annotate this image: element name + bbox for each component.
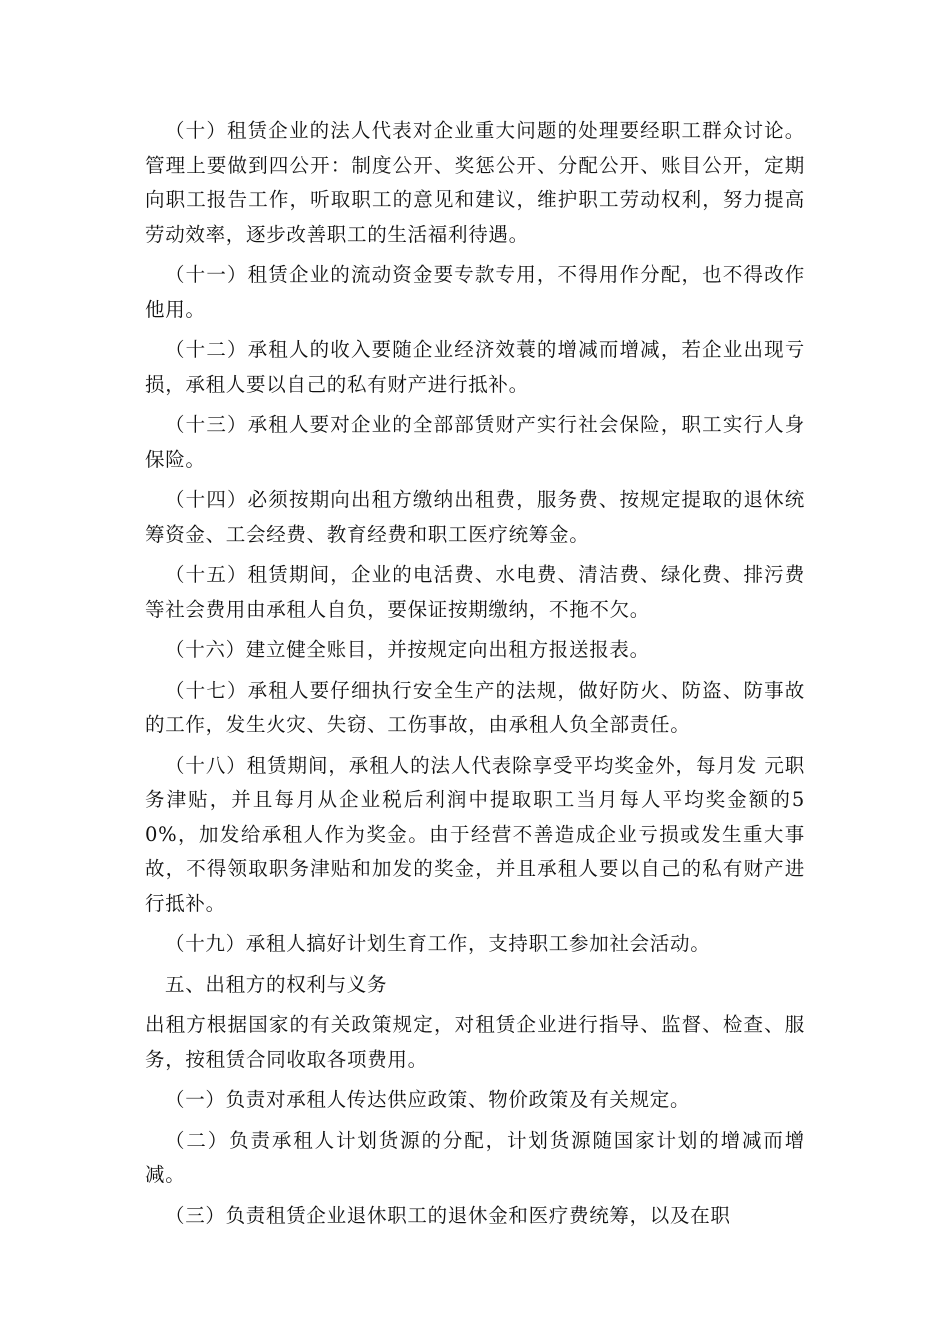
paragraph-17: （十七）承租人要仔细执行安全生产的法规，做好防火、防盗、防事故的工作，发生火灾、失窃、工伤事故，由承租人负全部责任。 xyxy=(145,678,805,736)
section-intro: 出租方根据国家的有关政策规定，对租赁企业进行指导、监督、检查、服务，按租赁合同收取各项费用。 xyxy=(145,1013,805,1071)
paragraph-3: （三）负责租赁企业退休职工的退休金和医疗费统筹，以及在职 xyxy=(165,1203,731,1227)
paragraph-2: （二）负责承租人计划货源的分配，计划货源随国家计划的增减而增减。 xyxy=(145,1128,805,1186)
paragraph-10: （十）租赁企业的法人代表对企业重大问题的处理要经职工群众讨论。管理上要做到四公开：制度公开、奖惩公开、分配公开、账目公开，定期向职工报告工作，听取职工的意见和建议，维护职工劳动权利，努力提高劳动效率，逐步改善职工的生活福利待遇。 xyxy=(145,119,805,246)
paragraph-18: （十八）租赁期间，承租人的法人代表除享受平均奖金外，每月发 元职务津贴，并且每月从企业税后利润中提取职工当月每人平均奖金额的50%，加发给承租人作为奖金。由于经营不善造成企业亏损或发生重大事故，不得领取职务津贴和加发的奖金，并且承租人要以自己的私有财产进行抵补。 xyxy=(145,753,805,915)
paragraph-16: （十六）建立健全账目，并按规定向出租方报送报表。 xyxy=(165,638,650,661)
paragraph-1: （一）负责对承租人传达供应政策、物价政策及有关规定。 xyxy=(165,1088,691,1111)
paragraph-15: （十五）租赁期间，企业的电活费、水电费、清洁费、绿化费、排污费等社会费用由承租人自负，要保证按期缴纳，不拖不欠。 xyxy=(145,563,805,621)
paragraph-11: （十一）租赁企业的流动资金要专款专用，不得用作分配，也不得改作他用。 xyxy=(145,263,805,321)
document-body xyxy=(145,114,805,1239)
section-heading: 五、出租方的权利与义务 xyxy=(165,972,388,996)
paragraph-12: （十二）承租人的收入要随企业经济效蓑的增减而增减，若企业出现亏损，承租人要以自己的私有财产进行抵补。 xyxy=(145,338,805,396)
paragraph-13: （十三）承租人要对企业的全部部赁财产实行社会保险，职工实行人身保险。 xyxy=(145,413,805,471)
paragraph-14: （十四）必须按期向出租方缴纳出租费，服务费、按规定提取的退休统筹资金、工会经费、教育经费和职工医疗统筹金。 xyxy=(145,488,805,546)
paragraph-19: （十九）承租人搞好计划生育工作，支持职工参加社会活动。 xyxy=(165,932,711,955)
